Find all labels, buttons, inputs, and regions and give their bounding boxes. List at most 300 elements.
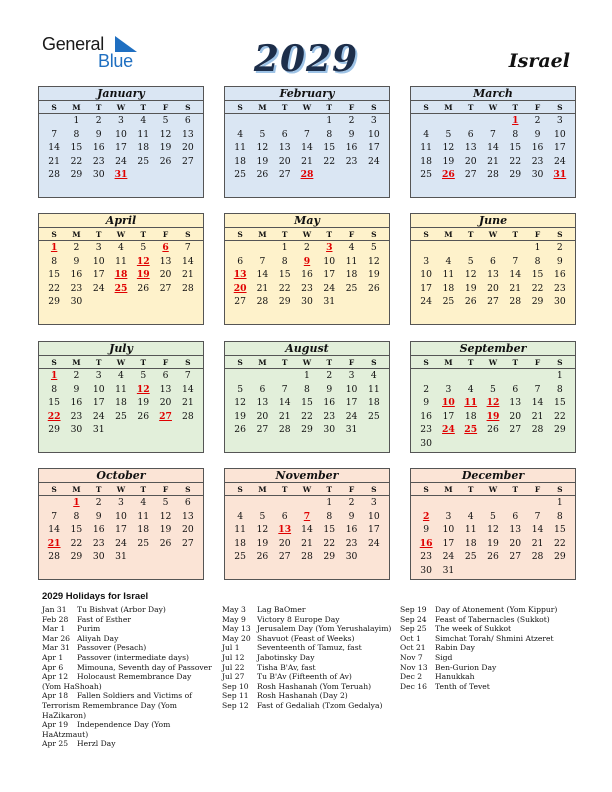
day-cell: 7 [259,255,266,267]
holiday-name: Rosh Hashanah (Day 2) [257,691,348,701]
day-cell: 10 [115,510,127,522]
day-cell: 8 [281,255,288,267]
day-cell: 22 [531,282,544,294]
holiday-item [222,605,394,615]
week-row [225,410,389,424]
holiday-date: Apr 19 [42,720,69,730]
week-row [39,255,203,269]
day-cell: 13 [509,397,522,409]
empty-cell [229,114,251,128]
empty-cell [132,423,154,437]
holiday-item [222,643,394,653]
week-row [225,496,389,510]
page-title-year: 2029 [253,38,359,80]
weekday-header [225,483,389,496]
day-cell: 5 [140,370,147,381]
day-cell: 10 [553,128,566,140]
week-row [39,410,203,424]
day-cell: 25 [420,169,432,181]
day-cell: 2 [534,115,541,126]
day-cell: 24 [92,410,105,422]
empty-cell [437,437,459,451]
day-cell: 30 [70,424,83,436]
day-cell: 4 [140,497,147,508]
holiday-date: Mar 31 [42,643,71,653]
weekday-label: T [140,358,147,367]
day-cell: 21 [278,410,291,422]
empty-cell [437,114,459,128]
day-cell: 18 [137,524,150,536]
empty-cell [251,369,273,383]
holiday-name: The week of Sukkot [435,624,512,634]
day-cell: 24 [442,551,455,563]
day-cell: 9 [348,128,355,140]
holiday-name: Lag BaOmer [257,605,306,614]
month-may [224,213,390,325]
weekday-label: M [444,358,453,367]
week-row [39,396,203,410]
holiday-name: Feast of Tabernacles (Sukkot) [435,614,550,624]
weekday-label: M [72,358,81,367]
day-cell: 8 [326,510,333,522]
weekday-label: T [467,485,474,494]
day-cell: 25 [137,537,150,549]
weekday-label: S [557,358,563,367]
day-cell: 2 [326,370,333,381]
day-cell: 11 [420,142,432,154]
day-cell: 10 [367,128,380,140]
empty-cell [296,496,318,510]
weekday-label: M [258,358,267,367]
week-row [225,255,389,269]
day-cell: 10 [442,524,455,536]
holiday-date: Nov 7 [400,652,423,662]
day-cell: 23 [70,282,83,294]
day-cell: 28 [300,169,314,181]
week-row [39,141,203,155]
week-row [39,168,203,182]
day-cell: 13 [278,142,291,154]
day-cell: 25 [442,296,455,308]
holiday-name: Shavuot (Feast of Weeks) [257,633,355,643]
day-cell: 13 [464,142,477,154]
holiday-date: Sep 25 [400,624,427,634]
day-cell: 9 [95,128,102,140]
day-cell: 27 [509,424,522,436]
day-cell: 8 [556,383,563,395]
day-cell: 1 [512,115,519,126]
empty-cell [251,496,273,510]
day-cell: 13 [159,255,172,267]
day-cell: 2 [73,242,80,253]
holiday-item [222,682,394,692]
day-cell: 30 [531,169,544,181]
week-row [225,295,389,309]
weekday-label: T [95,230,102,239]
empty-cell [154,295,176,309]
week-row [225,114,389,128]
holiday-item [42,739,212,749]
weekday-header [225,228,389,241]
weekday-label: T [140,485,147,494]
week-row [225,268,389,282]
week-row [225,369,389,383]
day-cell: 5 [490,510,496,522]
holiday-date: Jul 27 [222,672,245,682]
week-row [225,396,389,410]
day-cell: 17 [115,142,127,154]
day-cell: 28 [181,410,194,422]
weekday-label: F [348,103,355,112]
day-cell: 28 [301,551,313,563]
day-cell: 14 [181,383,194,395]
holiday-item [222,624,394,634]
day-cell: 25 [345,282,358,294]
empty-cell [437,241,459,255]
week-row [411,369,575,383]
weekday-label: T [281,358,288,367]
day-cell: 18 [367,397,380,409]
day-cell: 19 [367,269,380,281]
day-cell: 23 [345,537,358,549]
month-title: December [411,469,575,483]
week-row [225,423,389,437]
weekday-label: F [162,485,169,494]
week-row [411,141,575,155]
day-cell: 15 [509,142,522,154]
empty-cell [154,423,176,437]
day-cell: 10 [92,383,105,395]
day-cell: 11 [234,142,246,154]
day-cell: 2 [73,370,80,381]
empty-cell [43,114,65,128]
week-row [39,550,203,564]
day-cell: 14 [48,142,60,154]
day-cell: 14 [509,269,522,281]
weekday-label: F [534,358,541,367]
week-row [411,268,575,282]
week-row [39,496,203,510]
day-cell: 20 [233,282,247,294]
day-cell: 22 [509,155,522,167]
day-cell: 24 [442,424,455,436]
day-cell: 21 [47,537,61,549]
day-cell: 12 [256,142,269,154]
day-cell: 7 [534,383,541,395]
day-cell: 30 [92,169,105,181]
month-title: November [225,469,389,483]
day-cell: 27 [159,410,172,422]
day-cell: 20 [278,537,291,549]
empty-cell [482,564,504,578]
day-cell: 18 [442,282,455,294]
day-cell: 18 [234,155,246,167]
day-cell: 12 [136,383,150,395]
week-row [39,383,203,397]
day-cell: 11 [464,524,477,536]
holiday-item [400,624,570,634]
day-cell: 18 [114,269,128,281]
day-cell: 29 [48,296,60,308]
day-cell: 17 [115,524,127,536]
empty-cell [460,564,482,578]
day-cell: 28 [509,296,522,308]
day-cell: 27 [159,282,172,294]
day-cell: 23 [420,551,432,563]
logo-blue-text: Blue [98,51,133,71]
weekday-label: W [488,485,498,494]
weekday-label: F [534,230,541,239]
month-title: October [39,469,203,483]
day-cell: 30 [420,564,432,576]
day-cell: 20 [181,524,194,536]
holiday-name: Sigd [435,652,453,662]
day-cell: 16 [531,142,544,154]
day-cell: 29 [70,169,83,181]
holiday-item [400,605,570,615]
day-cell: 28 [531,551,544,563]
weekday-label: S [423,485,429,494]
day-cell: 24 [367,155,380,167]
day-cell: 5 [370,242,377,253]
day-cell: 22 [278,282,291,294]
holiday-name: Tisha B'Av, fast [257,662,316,672]
day-cell: 12 [367,255,380,267]
day-cell: 22 [70,155,83,167]
day-cell: 19 [256,155,269,167]
day-cell: 6 [162,242,169,253]
holidays-heading: 2029 Holidays for Israel [42,591,149,602]
holiday-date: Mar 1 [42,624,66,634]
empty-cell [177,295,199,309]
day-cell: 2 [422,510,430,522]
weekday-label: F [162,230,169,239]
weekday-label: S [237,103,243,112]
holiday-item [400,682,570,692]
month-july [38,341,204,453]
day-cell: 6 [490,255,496,267]
month-april [38,213,204,325]
day-cell: 30 [420,437,432,449]
day-cell: 9 [303,255,311,267]
day-cell: 13 [278,524,292,536]
day-cell: 2 [348,497,355,508]
day-cell: 16 [419,537,433,549]
empty-cell [482,437,504,451]
holiday-name: Fast of Gedaliah (Tzom Gedalya) [257,700,383,710]
day-cell: 7 [512,255,519,267]
holiday-name: Purim [77,624,101,634]
day-cell: 4 [237,128,244,140]
day-cell: 9 [423,397,430,409]
weekday-label: S [371,230,377,239]
empty-cell [177,168,199,182]
holiday-item [400,615,570,625]
day-cell: 20 [278,155,291,167]
day-cell: 11 [345,255,358,267]
day-cell: 29 [553,551,566,563]
holiday-date: Nov 13 [400,662,428,672]
empty-cell [415,114,437,128]
empty-cell [274,369,296,383]
day-cell: 9 [95,510,102,522]
weekday-label: T [326,485,333,494]
day-cell: 16 [92,142,105,154]
day-cell: 4 [423,128,430,140]
day-cell: 30 [323,424,336,436]
empty-cell [251,114,273,128]
month-february [224,86,390,198]
holiday-item [400,663,570,673]
holiday-item [42,634,212,644]
weekday-label: T [467,358,474,367]
day-cell: 1 [304,370,310,381]
day-cell: 12 [486,397,500,409]
weekday-label: S [371,358,377,367]
empty-cell [132,295,154,309]
day-cell: 17 [442,537,455,549]
day-cell: 17 [442,410,455,422]
holiday-name: Holocaust Remembrance Day (Yom HaShoah) [42,672,192,691]
day-cell: 17 [420,282,432,294]
week-row [411,155,575,169]
logo-general-text: General [42,34,104,54]
holiday-name: Passover (Pesach) [77,643,147,653]
empty-cell [437,369,459,383]
empty-cell [154,168,176,182]
day-cell: 7 [303,510,311,522]
holiday-name: Rosh Hashanah (Yom Teruah) [257,681,372,691]
day-cell: 6 [237,255,244,267]
day-cell: 27 [278,169,291,181]
day-cell: 12 [442,142,455,154]
day-cell: 25 [367,410,380,422]
weekday-label: M [258,485,267,494]
day-cell: 15 [323,524,336,536]
holiday-item [400,672,570,682]
empty-cell [549,437,571,451]
holiday-name: Seventeenth of Tamuz, fast [257,643,362,653]
day-cell: 1 [73,497,80,508]
day-cell: 20 [487,282,499,294]
day-cell: 7 [184,242,191,253]
day-cell: 24 [420,296,432,308]
day-cell: 6 [467,128,474,140]
day-cell: 19 [256,537,269,549]
day-cell: 3 [348,370,355,381]
weekday-header [411,356,575,369]
day-cell: 22 [323,537,336,549]
holiday-date: Sep 19 [400,605,427,614]
day-cell: 28 [278,424,291,436]
month-title: May [225,214,389,228]
weekday-label: S [237,230,243,239]
day-cell: 11 [137,510,150,522]
month-title: August [225,342,389,356]
weekday-label: F [534,485,541,494]
holiday-name: Rabin Day [435,643,475,653]
holiday-item [222,663,394,673]
day-cell: 23 [92,537,105,549]
weekday-label: M [258,103,267,112]
weekday-label: M [444,485,453,494]
week-row [411,295,575,309]
weekday-label: F [348,485,355,494]
empty-cell [460,114,482,128]
day-cell: 27 [278,551,291,563]
month-september [410,341,576,453]
holiday-name: Tu Bishvat (Arbor Day) [77,605,166,614]
day-cell: 14 [301,142,313,154]
day-cell: 31 [442,564,455,576]
weekday-label: T [467,103,474,112]
day-cell: 29 [278,296,291,308]
week-row [39,537,203,551]
weekday-label: S [185,485,191,494]
day-cell: 30 [92,551,105,563]
day-cell: 18 [137,142,150,154]
weekday-label: T [512,103,519,112]
weekday-label: S [185,230,191,239]
weekday-label: S [185,103,191,112]
day-cell: 5 [162,115,169,126]
day-cell: 15 [48,269,60,281]
empty-cell [132,550,154,564]
day-cell: 4 [348,242,355,253]
week-row [39,510,203,524]
day-cell: 27 [509,551,522,563]
holiday-item [42,720,212,739]
weekday-label: W [302,358,312,367]
day-cell: 29 [323,551,336,563]
weekday-label: M [444,103,453,112]
day-cell: 6 [512,383,519,395]
empty-cell [251,241,273,255]
day-cell: 20 [159,397,172,409]
day-cell: 18 [234,537,246,549]
day-cell: 15 [70,524,83,536]
weekday-label: T [95,485,102,494]
holiday-item [222,615,394,625]
day-cell: 1 [534,242,541,253]
empty-cell [88,295,110,309]
day-cell: 13 [181,510,194,522]
day-cell: 5 [140,242,147,253]
day-cell: 19 [442,155,455,167]
weekday-label: W [302,230,312,239]
empty-cell [460,241,482,255]
empty-cell [274,496,296,510]
day-cell: 8 [73,128,80,140]
weekday-label: T [281,485,288,494]
day-cell: 25 [114,282,128,294]
day-cell: 3 [445,510,452,522]
day-cell: 31 [345,424,358,436]
holiday-date: May 20 [222,633,251,643]
weekday-label: M [444,230,453,239]
weekday-label: S [51,358,57,367]
month-title: January [39,87,203,101]
weekday-label: M [72,230,81,239]
holiday-date: Sep 11 [222,691,249,701]
day-cell: 24 [553,155,566,167]
holiday-date: Sep 10 [222,681,249,691]
holiday-name: Fast of Esther [77,614,131,624]
day-cell: 5 [445,128,452,140]
day-cell: 14 [48,524,60,536]
day-cell: 27 [181,537,194,549]
week-row [225,141,389,155]
